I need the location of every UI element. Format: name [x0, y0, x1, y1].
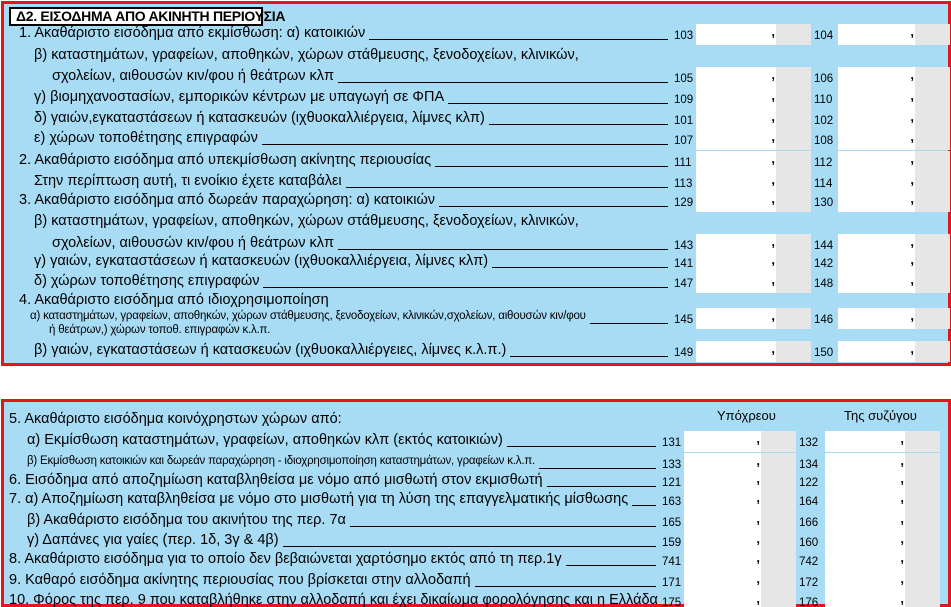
row-label: δ) γαιών,εγκαταστάσεων ή κατασκευών (ιχθυοκαλλιέργεια, λίμνες κλπ) — [34, 110, 485, 126]
amount-input-taxpayer[interactable] — [696, 151, 811, 172]
decimal-separator: , — [910, 191, 914, 206]
decimal-separator: , — [771, 191, 775, 206]
decimal-part[interactable] — [776, 341, 811, 362]
row-label: 9. Καθαρό εισόδημα ακίνητης περιουσίας που βρίσκεται στην αλλοδαπή — [9, 572, 471, 588]
field-code-taxpayer: 113 — [674, 178, 693, 190]
amount-input-spouse[interactable] — [825, 550, 940, 571]
amount-input-spouse[interactable] — [838, 67, 950, 88]
field-code-taxpayer: 101 — [674, 115, 694, 127]
decimal-part[interactable] — [915, 272, 950, 293]
form-row — [4, 591, 948, 607]
decimal-part[interactable] — [761, 571, 796, 592]
decimal-part[interactable] — [915, 24, 950, 45]
field-code-spouse: 104 — [814, 30, 834, 42]
form-row — [4, 67, 948, 88]
decimal-separator: , — [771, 67, 775, 82]
field-code-taxpayer: 129 — [674, 197, 694, 209]
leader-line — [346, 187, 668, 188]
decimal-separator: , — [910, 109, 914, 124]
amount-input-taxpayer[interactable] — [696, 272, 811, 293]
decimal-part[interactable] — [915, 129, 950, 150]
decimal-part[interactable] — [776, 109, 811, 130]
leader-line — [435, 166, 668, 167]
amount-input-spouse[interactable] — [838, 252, 950, 273]
field-code-spouse: 108 — [814, 135, 834, 147]
decimal-separator: , — [771, 272, 775, 287]
decimal-separator: , — [910, 151, 914, 166]
amount-input-spouse[interactable] — [838, 88, 950, 109]
decimal-part[interactable] — [905, 571, 940, 592]
amount-input-taxpayer[interactable] — [696, 24, 811, 45]
decimal-part[interactable] — [776, 172, 811, 193]
field-code-spouse: 142 — [814, 258, 834, 270]
field-code-taxpayer: 141 — [674, 258, 694, 270]
amount-input-taxpayer[interactable] — [696, 129, 811, 150]
amount-input-taxpayer[interactable] — [696, 341, 811, 362]
amount-input-taxpayer[interactable] — [684, 511, 796, 532]
field-code-spouse: 130 — [814, 197, 834, 209]
field-code-taxpayer: 159 — [662, 537, 682, 549]
decimal-separator: , — [910, 308, 914, 323]
decimal-part[interactable] — [761, 431, 796, 452]
row-label: α) καταστημάτων, γραφείων, αποθηκών, χώρων στάθμευσης, ξενοδοχείων, κλινικών,σχολείων, αιθουσών κιν/φου — [30, 310, 586, 322]
field-code-taxpayer: 145 — [674, 314, 694, 326]
decimal-separator: , — [771, 252, 775, 267]
field-code-taxpayer: 103 — [674, 30, 694, 42]
field-code-taxpayer: 131 — [662, 437, 682, 449]
field-code-taxpayer: 109 — [674, 94, 694, 106]
amount-input-spouse[interactable] — [838, 151, 950, 172]
column-header-spouse: Της συζύγου — [844, 408, 917, 423]
field-code-taxpayer: 133 — [662, 459, 682, 471]
decimal-part[interactable] — [761, 471, 796, 492]
field-code-spouse: 122 — [799, 477, 819, 489]
leader-line — [439, 206, 668, 207]
field-code-taxpayer: 149 — [674, 347, 694, 359]
row-label: β) γαιών, εγκαταστάσεων ή κατασκευών (ιχθυοκαλλιέργειες, λίμνες κ.λ.π.) — [34, 342, 507, 358]
row-label: ή θεάτρων,) χώρων τοποθ. επιγραφών κ.λ.π. — [49, 324, 271, 336]
decimal-part[interactable] — [776, 272, 811, 293]
field-code-spouse: 102 — [814, 115, 834, 127]
decimal-separator: , — [771, 129, 775, 144]
decimal-part[interactable] — [915, 172, 950, 193]
leader-line — [263, 287, 668, 288]
amount-input-spouse[interactable] — [825, 490, 940, 511]
decimal-separator: , — [756, 453, 760, 468]
amount-input-spouse[interactable] — [825, 431, 940, 452]
field-code-taxpayer: 741 — [662, 556, 682, 568]
decimal-separator: , — [756, 591, 760, 606]
field-code-spouse: 106 — [814, 73, 834, 85]
leader-line — [492, 267, 668, 268]
amount-input-taxpayer[interactable] — [684, 591, 796, 607]
amount-input-spouse[interactable] — [838, 172, 950, 193]
decimal-separator: , — [900, 571, 904, 586]
form-row — [4, 431, 948, 452]
decimal-separator: , — [910, 272, 914, 287]
row-label: 4. Ακαθάριστο εισόδημα από ιδιοχρησιμοποίηση — [19, 292, 329, 308]
common-areas-panel — [1, 399, 951, 607]
field-code-taxpayer: 121 — [662, 477, 682, 489]
leader-line — [350, 526, 656, 527]
leader-line — [507, 446, 656, 447]
form-row — [4, 410, 948, 431]
decimal-separator: , — [910, 24, 914, 39]
amount-input-taxpayer[interactable] — [696, 109, 811, 130]
decimal-separator: , — [900, 511, 904, 526]
decimal-separator: , — [900, 531, 904, 546]
decimal-separator: , — [771, 24, 775, 39]
leader-line — [566, 565, 656, 566]
row-label: 2. Ακαθάριστο εισόδημα από υπεκμίσθωση ακίνητης περιουσίας — [19, 152, 432, 168]
form-row — [4, 531, 948, 552]
decimal-part[interactable] — [761, 511, 796, 532]
field-code-taxpayer: 163 — [662, 496, 682, 508]
row-label: 10. Φόρος της περ. 9 που καταβλήθηκε στην αλλοδαπή και έχει δικαίωμα φορολόγησης και η Ελλάδα — [9, 592, 658, 607]
decimal-separator: , — [756, 431, 760, 446]
row-label: Στην περίπτωση αυτή, τι ενοίκιο έχετε καταβάλει — [34, 173, 342, 189]
form-row — [4, 252, 948, 273]
field-code-spouse: 144 — [814, 240, 834, 252]
decimal-separator: , — [910, 67, 914, 82]
field-code-taxpayer: 171 — [662, 577, 682, 589]
decimal-part[interactable] — [761, 531, 796, 552]
field-code-taxpayer: 105 — [674, 73, 694, 85]
decimal-separator: , — [771, 308, 775, 323]
form-row — [4, 151, 948, 172]
row-label: σχολείων, αιθουσών κιν/φου ή θεάτρων κλπ — [52, 235, 334, 251]
decimal-part[interactable] — [776, 67, 811, 88]
decimal-part[interactable] — [915, 67, 950, 88]
decimal-part[interactable] — [915, 191, 950, 212]
row-label: ε) χώρων τοποθέτησης επιγραφών — [34, 130, 258, 146]
decimal-separator: , — [771, 88, 775, 103]
form-row — [4, 191, 948, 212]
amount-input-spouse[interactable] — [838, 129, 950, 150]
decimal-separator: , — [771, 234, 775, 249]
decimal-separator: , — [756, 490, 760, 505]
decimal-separator: , — [771, 151, 775, 166]
leader-line — [338, 82, 668, 83]
form-row — [4, 490, 948, 511]
form-row — [4, 88, 948, 109]
decimal-separator: , — [756, 531, 760, 546]
decimal-separator: , — [756, 550, 760, 565]
form-row — [4, 511, 948, 532]
amount-input-spouse[interactable] — [838, 272, 950, 293]
row-label: 8. Ακαθάριστο εισόδημα για το οποίο δεν βεβαιώνεται χαρτόσημο εκτός από τη περ.1γ — [9, 551, 562, 567]
row-label: β) καταστημάτων, γραφείων, αποθηκών, χώρων στάθμευσης, ξενοδοχείων, κλινικών, — [34, 47, 579, 63]
decimal-part[interactable] — [761, 490, 796, 511]
field-code-spouse: 164 — [799, 496, 819, 508]
decimal-part[interactable] — [905, 431, 940, 452]
decimal-separator: , — [900, 431, 904, 446]
field-code-spouse: 150 — [814, 347, 834, 359]
amount-input-spouse[interactable] — [838, 109, 950, 130]
form-row — [4, 341, 948, 362]
form-row — [4, 172, 948, 193]
amount-input-spouse[interactable] — [825, 571, 940, 592]
amount-input-taxpayer[interactable] — [684, 431, 796, 452]
field-code-spouse: 176 — [799, 597, 819, 607]
form-row — [4, 109, 948, 130]
form-row — [4, 322, 948, 343]
leader-line — [262, 144, 668, 145]
decimal-separator: , — [771, 109, 775, 124]
decimal-separator: , — [910, 252, 914, 267]
amount-input-taxpayer[interactable] — [696, 67, 811, 88]
form-row — [4, 571, 948, 592]
row-label: β) Εκμίσθωση κατοικιών και δωρεάν παραχώρηση - ιδιοχρησιμοποίηση καταστημάτων, γραφείων κ.λ.π. — [27, 455, 536, 467]
field-code-spouse: 146 — [814, 314, 834, 326]
row-label: δ) χώρων τοποθέτησης επιγραφών — [34, 273, 260, 289]
decimal-separator: , — [900, 591, 904, 606]
amount-input-spouse[interactable] — [825, 511, 940, 532]
decimal-part[interactable] — [761, 550, 796, 571]
section-title: Δ2. ΕΙΣΟΔΗΜΑ ΑΠΟ ΑΚΙΝΗΤΗ ΠΕΡΙΟΥΣΙΑ — [9, 7, 263, 26]
decimal-part[interactable] — [915, 88, 950, 109]
field-code-spouse: 160 — [799, 537, 819, 549]
amount-input-taxpayer[interactable] — [696, 88, 811, 109]
row-label: 5. Ακαθάριστο εισόδημα κοινόχρηστων χώρων από: — [9, 411, 342, 427]
section-d2-panel — [1, 1, 951, 366]
amount-input-taxpayer[interactable] — [684, 490, 796, 511]
form-row — [4, 550, 948, 571]
decimal-separator: , — [900, 550, 904, 565]
decimal-separator: , — [756, 571, 760, 586]
field-code-spouse: 148 — [814, 278, 834, 290]
form-row — [4, 24, 948, 45]
amount-input-taxpayer[interactable] — [696, 172, 811, 193]
amount-input-taxpayer[interactable] — [684, 471, 796, 492]
field-code-taxpayer: 175 — [662, 597, 682, 607]
amount-input-spouse[interactable] — [838, 24, 950, 45]
decimal-separator: , — [756, 471, 760, 486]
field-code-spouse: 172 — [799, 577, 819, 589]
decimal-part[interactable] — [776, 151, 811, 172]
form-row — [4, 129, 948, 150]
decimal-separator: , — [910, 234, 914, 249]
amount-input-spouse[interactable] — [825, 591, 940, 607]
decimal-separator: , — [771, 172, 775, 187]
decimal-part[interactable] — [915, 252, 950, 273]
row-label: γ) βιομηχανοστασίων, εμπορικών κέντρων με υπαγωγή σε ΦΠΑ — [34, 89, 445, 105]
amount-input-spouse[interactable] — [825, 531, 940, 552]
amount-input-spouse[interactable] — [838, 341, 950, 362]
field-code-spouse: 112 — [814, 157, 833, 169]
decimal-separator: , — [910, 341, 914, 356]
row-label: 7. α) Αποζημίωση καταβληθείσα με νόμο στο μισθωτή για τη λύση της επαγγελματικής μίσθωσης — [9, 491, 629, 507]
row-label: β) καταστημάτων, γραφείων, αποθηκών, χώρων στάθμευσης, ξενοδοχείων, κλινικών, — [34, 213, 579, 229]
decimal-part[interactable] — [915, 109, 950, 130]
field-code-spouse: 134 — [799, 459, 819, 471]
field-code-taxpayer: 143 — [674, 240, 694, 252]
decimal-part[interactable] — [905, 531, 940, 552]
row-label: γ) Δαπάνες για γαίες (περ. 1δ, 3γ & 4β) — [27, 532, 279, 548]
row-label: 3. Ακαθάριστο εισόδημα από δωρεάν παραχώρηση: α) κατοικιών — [19, 192, 436, 208]
decimal-part[interactable] — [905, 550, 940, 571]
amount-input-taxpayer[interactable] — [684, 571, 796, 592]
leader-line — [475, 586, 656, 587]
leader-line — [539, 468, 656, 469]
field-code-taxpayer: 111 — [674, 157, 692, 169]
leader-line — [369, 39, 668, 40]
decimal-part[interactable] — [776, 24, 811, 45]
form-row — [4, 212, 948, 233]
row-label: σχολείων, αιθουσών κιν/φου ή θεάτρων κλπ — [52, 68, 334, 84]
decimal-part[interactable] — [915, 341, 950, 362]
leader-line — [283, 546, 656, 547]
amount-input-taxpayer[interactable] — [696, 252, 811, 273]
form-row — [4, 471, 948, 492]
amount-input-spouse[interactable] — [838, 191, 950, 212]
field-code-spouse: 166 — [799, 517, 819, 529]
decimal-separator: , — [756, 511, 760, 526]
field-code-taxpayer: 165 — [662, 517, 682, 529]
form-row — [4, 272, 948, 293]
decimal-separator: , — [900, 453, 904, 468]
leader-line — [632, 505, 656, 506]
amount-input-spouse[interactable] — [825, 471, 940, 492]
decimal-separator: , — [910, 88, 914, 103]
decimal-separator: , — [910, 172, 914, 187]
decimal-part[interactable] — [905, 511, 940, 532]
leader-line — [489, 124, 668, 125]
decimal-part[interactable] — [761, 591, 796, 607]
decimal-part[interactable] — [776, 191, 811, 212]
decimal-part[interactable] — [905, 471, 940, 492]
field-code-spouse: 132 — [799, 437, 819, 449]
column-header-taxpayer: Υπόχρεου — [717, 408, 776, 423]
form-row — [4, 46, 948, 67]
field-code-taxpayer: 107 — [674, 135, 694, 147]
decimal-part[interactable] — [915, 151, 950, 172]
field-code-taxpayer: 147 — [674, 278, 694, 290]
row-label: α) Εκμίσθωση καταστημάτων, γραφείων, αποθηκών κλπ (εκτός κατοικιών) — [27, 432, 503, 448]
leader-line — [510, 356, 668, 357]
leader-line — [547, 486, 656, 487]
decimal-part[interactable] — [905, 490, 940, 511]
amount-input-taxpayer[interactable] — [684, 550, 796, 571]
amount-input-taxpayer[interactable] — [696, 191, 811, 212]
row-label: β) Ακαθάριστο εισόδημα του ακινήτου της περ. 7α — [27, 512, 346, 528]
row-label: 1. Ακαθάριστο εισόδημα από εκμίσθωση: α) κατοικιών — [19, 25, 366, 41]
decimal-separator: , — [900, 490, 904, 505]
decimal-separator: , — [910, 129, 914, 144]
decimal-part[interactable] — [776, 129, 811, 150]
field-code-spouse: 742 — [799, 556, 819, 568]
leader-line — [448, 103, 668, 104]
leader-line — [338, 249, 668, 250]
row-label: γ) γαιών, εγκαταστάσεων ή κατασκευών (ιχθυοκαλλιέργεια, λίμνες κλπ) — [34, 253, 489, 269]
decimal-part[interactable] — [905, 591, 940, 607]
decimal-part[interactable] — [776, 88, 811, 109]
field-code-spouse: 114 — [814, 178, 833, 190]
decimal-separator: , — [771, 341, 775, 356]
decimal-separator: , — [900, 471, 904, 486]
decimal-part[interactable] — [776, 252, 811, 273]
row-label: 6. Εισόδημα από αποζημίωση καταβληθείσα με νόμο από μισθωτή στον εκμισθωτή — [9, 472, 543, 488]
field-code-spouse: 110 — [814, 94, 833, 106]
amount-input-taxpayer[interactable] — [684, 531, 796, 552]
